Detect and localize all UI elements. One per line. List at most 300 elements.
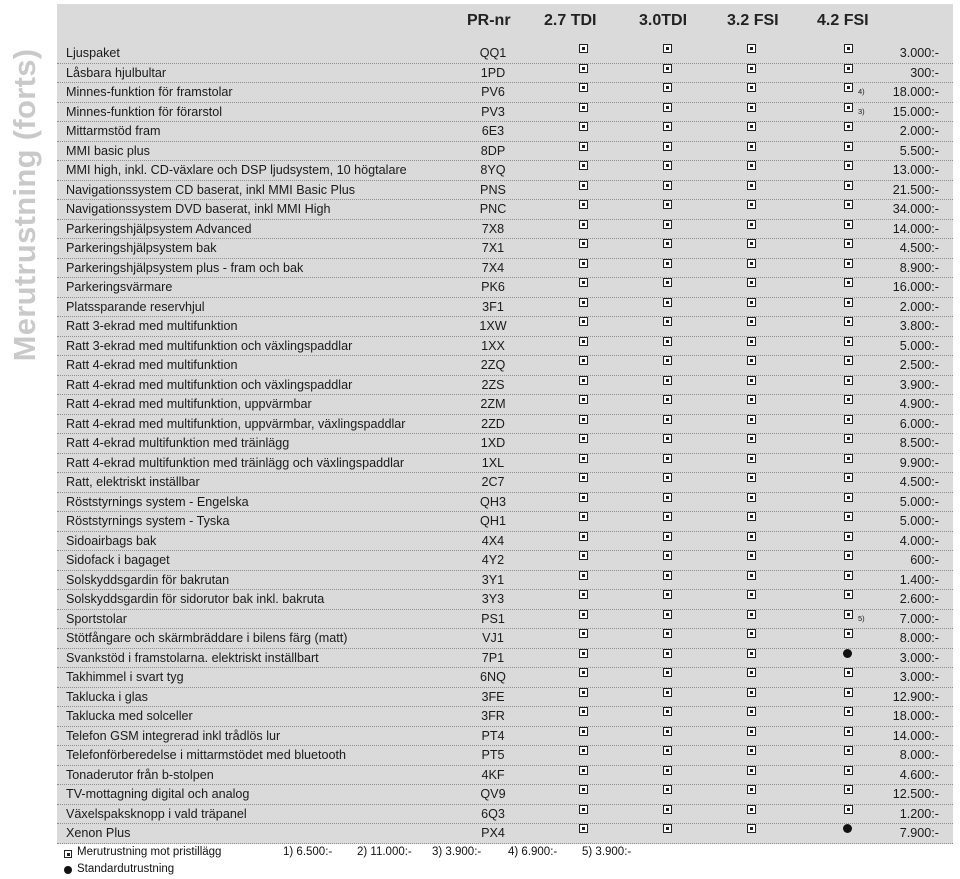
option-price: 1.400:- [899, 572, 939, 587]
option-marker-icon [747, 649, 756, 658]
option-marker-icon [844, 103, 853, 112]
option-code: PX4 [481, 826, 505, 840]
option-price: 2.500:- [899, 358, 939, 372]
table-row [57, 668, 953, 688]
option-marker-icon [747, 278, 756, 287]
option-marker-icon [579, 668, 588, 677]
option-name: MMI basic plus [66, 143, 150, 158]
table-row [57, 376, 953, 396]
option-name: Parkeringshjälpsystem plus - fram och bak [66, 260, 304, 275]
option-name: Svankstöd i framstolarna. elektriskt inställbart [66, 650, 319, 665]
option-name: Låsbara hjulbultar [66, 65, 167, 80]
option-marker-icon [579, 122, 588, 131]
option-price: 16.000:- [892, 280, 939, 294]
option-code: 2ZM [480, 397, 506, 411]
option-marker-icon [844, 785, 853, 794]
option-marker-icon [844, 766, 853, 775]
option-marker-icon [844, 200, 853, 209]
option-marker-icon [663, 532, 672, 541]
option-marker-icon [844, 707, 853, 716]
option-marker-icon [579, 415, 588, 424]
option-price: 14.000:- [892, 221, 939, 236]
table-row [57, 493, 953, 513]
option-name: Sidofack i bagaget [66, 553, 170, 567]
option-marker-icon [844, 473, 853, 482]
option-name: Ratt 4-ekrad med multifunktion, uppvärmbar, växlingspaddlar [66, 416, 406, 431]
option-marker-icon [747, 473, 756, 482]
option-marker-icon [747, 727, 756, 736]
option-marker-icon [747, 64, 756, 73]
table-row [57, 454, 953, 474]
option-name: Taklucka i glas [66, 689, 148, 704]
option-marker-icon [663, 298, 672, 307]
option-marker-icon [579, 298, 588, 307]
option-code: QH1 [480, 514, 506, 528]
option-marker-icon [844, 278, 853, 287]
option-code: 1PD [480, 65, 506, 80]
option-marker-icon [844, 688, 853, 697]
option-marker-icon [579, 337, 588, 346]
table-row [57, 220, 953, 240]
option-marker-icon [747, 454, 756, 463]
option-marker-icon [579, 239, 588, 248]
option-code: 6NQ [480, 670, 506, 684]
option-marker-icon [663, 64, 672, 73]
option-marker-icon [844, 805, 853, 814]
option-marker-icon [663, 103, 672, 112]
option-marker-icon [663, 785, 672, 794]
option-marker-icon [579, 590, 588, 599]
table-row [57, 181, 953, 201]
option-marker-icon [663, 356, 672, 365]
option-marker-icon [663, 668, 672, 677]
option-code: PV3 [481, 104, 505, 119]
option-marker-icon [663, 551, 672, 560]
option-marker-icon [579, 200, 588, 209]
option-code: PNS [480, 182, 506, 197]
option-marker-icon [747, 688, 756, 697]
option-price: 12.900:- [892, 689, 939, 704]
option-marker-icon [747, 629, 756, 638]
option-code: 1XD [480, 436, 506, 450]
option-marker-icon [747, 610, 756, 619]
option-name: Takhimmel i svart tyg [66, 670, 184, 684]
table-row [57, 395, 953, 415]
option-marker-icon [844, 376, 853, 385]
option-marker-icon [663, 649, 672, 658]
option-name: Ratt 4-ekrad multifunktion med träinlägg och växlingspaddlar [66, 455, 405, 470]
table-row [57, 122, 953, 142]
table-row [57, 239, 953, 259]
option-marker-icon [844, 44, 853, 53]
option-marker-icon [663, 200, 672, 209]
option-marker-icon [844, 415, 853, 424]
option-price: 9.900:- [899, 455, 939, 470]
option-marker-icon [747, 161, 756, 170]
option-name: Solskyddsgardin för bakrutan [66, 572, 230, 587]
option-marker-icon [663, 376, 672, 385]
option-marker-icon [844, 259, 853, 268]
option-marker-icon [844, 629, 853, 638]
option-marker-icon [579, 83, 588, 92]
table-row [57, 356, 953, 376]
option-price: 600:- [910, 553, 939, 567]
option-marker-icon [844, 239, 853, 248]
option-marker-icon [747, 512, 756, 521]
option-marker-icon [579, 181, 588, 190]
option-price: 14.000:- [892, 728, 939, 743]
option-code: 7P1 [481, 650, 505, 665]
option-marker-icon [844, 590, 853, 599]
option-name: Ratt 3-ekrad med multifunktion [66, 319, 238, 333]
option-marker-icon [663, 746, 672, 755]
price-note-1: 1) 6.500:- [283, 846, 333, 858]
option-price: 3.000:- [899, 650, 939, 665]
option-marker-icon [844, 122, 853, 131]
table-row [57, 785, 953, 805]
option-marker-icon [844, 181, 853, 190]
option-code: PS1 [481, 611, 505, 626]
option-marker-icon [747, 239, 756, 248]
table-body [57, 44, 953, 844]
option-marker-icon [747, 356, 756, 365]
option-marker-icon [663, 766, 672, 775]
option-marker-icon [844, 83, 853, 92]
option-marker-icon [747, 707, 756, 716]
option-marker-icon [747, 376, 756, 385]
table-row [57, 103, 953, 123]
legend-option-row [62, 846, 942, 862]
option-name: Platssparande reservhjul [66, 299, 205, 314]
option-marker-icon [747, 317, 756, 326]
option-marker-icon [663, 571, 672, 580]
option-marker-icon [579, 727, 588, 736]
option-marker-icon [663, 337, 672, 346]
option-marker-icon [844, 317, 853, 326]
option-marker-icon [579, 824, 588, 833]
option-marker-icon [579, 785, 588, 794]
table-row [57, 415, 953, 435]
option-marker-icon [579, 493, 588, 502]
option-price: 4.000:- [899, 533, 939, 548]
option-marker-icon [844, 298, 853, 307]
header-model-2: 3.0TDI [639, 12, 688, 29]
option-price: 2.000:- [899, 299, 939, 314]
option-marker-icon [747, 746, 756, 755]
option-marker-icon [579, 532, 588, 541]
option-price: 300:- [910, 65, 939, 80]
option-marker-icon [844, 727, 853, 736]
option-name: Ratt 4-ekrad multifunktion med träinlägg [66, 436, 290, 450]
option-marker-icon [579, 746, 588, 755]
option-code: QH3 [480, 494, 506, 509]
option-price: 18.000:- [892, 709, 939, 723]
option-marker-icon [747, 766, 756, 775]
option-name: Parkeringshjälpsystem Advanced [66, 221, 252, 236]
option-marker-icon [663, 317, 672, 326]
option-marker-icon [663, 122, 672, 131]
option-price: 5.000:- [899, 514, 939, 528]
option-marker-icon [579, 103, 588, 112]
option-price: 4.500:- [899, 241, 939, 255]
option-marker-icon [663, 395, 672, 404]
option-marker-icon [579, 317, 588, 326]
table-row [57, 610, 953, 630]
option-price: 4.600:- [899, 767, 939, 782]
option-name: Ljuspaket [66, 46, 120, 60]
option-marker-icon [663, 610, 672, 619]
option-price: 5.000:- [899, 338, 939, 353]
option-name: Taklucka med solceller [66, 709, 193, 723]
option-marker-icon [844, 532, 853, 541]
option-price: 8.500:- [899, 436, 939, 450]
option-price: 5.500:- [899, 143, 939, 158]
option-name: Navigationssystem DVD baserat, inkl MMI High [66, 202, 331, 216]
option-marker-icon [747, 103, 756, 112]
option-code: 8DP [480, 143, 506, 158]
option-marker-icon [747, 571, 756, 580]
option-marker-icon [747, 493, 756, 502]
option-code: PT5 [481, 748, 505, 762]
option-marker-icon [663, 181, 672, 190]
footnote-ref: 5) [858, 613, 865, 623]
option-code: 2ZQ [480, 358, 506, 372]
option-marker-icon [747, 337, 756, 346]
side-title [0, 0, 50, 879]
option-marker-icon [663, 629, 672, 638]
option-marker-icon [747, 259, 756, 268]
option-price: 8.000:- [899, 748, 939, 762]
option-marker-icon [747, 415, 756, 424]
option-marker-icon [844, 610, 853, 619]
table-row [57, 629, 953, 649]
price-note-2: 2) 11.000:- [357, 846, 412, 858]
option-code: 7X4 [481, 260, 505, 275]
option-price: 18.000:- [892, 85, 939, 99]
option-marker-icon [663, 220, 672, 229]
table-row [57, 688, 953, 708]
option-marker-icon [663, 805, 672, 814]
option-code: 3FE [481, 689, 505, 704]
option-code: QV9 [480, 787, 506, 801]
option-marker-icon [579, 473, 588, 482]
option-marker-icon [663, 434, 672, 443]
table-row [57, 571, 953, 591]
standard-dot-icon [843, 649, 852, 658]
option-marker-icon [663, 824, 672, 833]
option-price: 6.000:- [899, 416, 939, 431]
option-marker-icon [579, 434, 588, 443]
standard-dot-icon [64, 866, 72, 874]
option-marker-icon [663, 512, 672, 521]
table-row [57, 805, 953, 825]
option-price: 3.000:- [899, 670, 939, 684]
option-code: QQ1 [479, 46, 507, 60]
option-marker-icon [747, 122, 756, 131]
option-price: 3.800:- [899, 319, 939, 333]
option-code: 1XX [481, 338, 505, 353]
option-price: 13.000:- [892, 163, 939, 177]
option-price: 15.000:- [892, 104, 939, 119]
option-name: Navigationssystem CD baserat, inkl MMI Basic Plus [66, 182, 356, 197]
option-marker-icon [663, 415, 672, 424]
option-name: MMI high, inkl. CD-växlare och DSP ljudsystem, 10 högtalare [66, 163, 407, 177]
option-price: 34.000:- [892, 202, 939, 216]
option-marker-icon [579, 649, 588, 658]
table-row [57, 337, 953, 357]
table-row [57, 727, 953, 747]
option-code: 7X1 [481, 241, 505, 255]
option-code: PT4 [481, 728, 505, 743]
option-name: Telefon GSM integrerad inkl trådlös lur [66, 728, 281, 743]
option-name: Telefonförberedelse i mittarmstödet med bluetooth [66, 748, 347, 762]
option-code: 2C7 [481, 475, 505, 489]
table-row [57, 512, 953, 532]
footnote-ref: 3) [858, 106, 865, 116]
option-marker-icon [844, 64, 853, 73]
option-code: 2ZD [481, 416, 505, 431]
option-marker-icon [579, 142, 588, 151]
option-name: Ratt 4-ekrad med multifunktion och växlingspaddlar [66, 377, 353, 392]
option-price: 2.600:- [899, 592, 939, 606]
option-marker-icon [844, 668, 853, 677]
option-code: 2ZS [481, 377, 505, 392]
option-price: 3.900:- [899, 377, 939, 392]
option-name: Ratt 3-ekrad med multifunktion och växlingspaddlar [66, 338, 353, 353]
option-marker-icon [844, 493, 853, 502]
table-row [57, 142, 953, 162]
option-marker-icon [579, 629, 588, 638]
option-code: 3Y3 [481, 592, 505, 606]
option-code: 3F1 [482, 299, 504, 314]
option-marker-icon [747, 824, 756, 833]
option-price: 8.900:- [899, 260, 939, 275]
option-marker-icon [579, 44, 588, 53]
option-marker-icon [579, 805, 588, 814]
table-row [57, 83, 953, 103]
option-marker-icon [747, 181, 756, 190]
option-marker-icon [579, 278, 588, 287]
option-code: PNC [479, 202, 507, 216]
option-marker-icon [579, 688, 588, 697]
option-code: 8YQ [480, 163, 506, 177]
table-row [57, 766, 953, 786]
option-code: 1XW [479, 319, 507, 333]
table-row [57, 649, 953, 669]
option-marker-icon [747, 200, 756, 209]
option-marker-icon [844, 220, 853, 229]
option-marker-icon [579, 356, 588, 365]
option-marker-icon [579, 395, 588, 404]
legend-option-label: Merutrustning mot pristillägg [77, 846, 222, 858]
option-marker-icon [747, 83, 756, 92]
option-code: PK6 [481, 280, 505, 294]
option-marker-icon [844, 746, 853, 755]
side-title-text: Merutrustning (forts) [7, 48, 42, 362]
option-name: Minnes-funktion för framstolar [66, 85, 233, 99]
table-row [57, 532, 953, 552]
option-marker-icon [579, 454, 588, 463]
option-marker-icon [579, 512, 588, 521]
price-note-5: 5) 3.900:- [582, 846, 632, 858]
table-row [57, 824, 953, 844]
header-model-4: 4.2 FSI [817, 12, 869, 29]
option-marker-icon [747, 434, 756, 443]
option-name: TV-mottagning digital och analog [66, 787, 250, 801]
option-marker-icon [844, 434, 853, 443]
table-header [57, 4, 953, 42]
option-marker-icon [663, 161, 672, 170]
option-marker-icon [844, 356, 853, 365]
option-marker-icon [663, 688, 672, 697]
option-marker-icon [579, 707, 588, 716]
option-marker-icon [579, 376, 588, 385]
option-marker-icon [747, 532, 756, 541]
header-code: PR-nr [467, 12, 511, 29]
option-price: 1.200:- [899, 806, 939, 821]
option-marker-icon [663, 259, 672, 268]
price-table [57, 4, 953, 844]
option-price: 4.500:- [899, 475, 939, 489]
option-name: Ratt 4-ekrad med multifunktion [66, 358, 238, 372]
option-code: 1XL [481, 455, 505, 470]
table-row [57, 434, 953, 454]
option-name: Mittarmstöd fram [66, 124, 161, 138]
option-name: Ratt, elektriskt inställbar [66, 475, 200, 489]
option-name: Stötfångare och skärmbräddare i bilens färg (matt) [66, 631, 348, 645]
option-marker-icon [663, 454, 672, 463]
option-marker-icon [579, 610, 588, 619]
table-row [57, 317, 953, 337]
option-price: 2.000:- [899, 124, 939, 138]
option-marker-icon [663, 278, 672, 287]
table-row [57, 44, 953, 64]
option-marker-icon [579, 766, 588, 775]
option-name: Röststyrnings system - Engelska [66, 494, 249, 509]
option-marker-icon [579, 551, 588, 560]
option-marker-icon [844, 337, 853, 346]
option-marker-icon [747, 220, 756, 229]
option-name: Tonaderutor från b-stolpen [66, 767, 214, 782]
option-marker-icon [844, 142, 853, 151]
header-model-3: 3.2 FSI [727, 12, 779, 29]
option-price: 5.000:- [899, 494, 939, 509]
option-marker-icon [579, 220, 588, 229]
option-marker-icon [663, 473, 672, 482]
option-marker-icon [747, 590, 756, 599]
option-code: PV6 [481, 85, 505, 99]
option-marker-icon [663, 727, 672, 736]
option-code: 3Y1 [481, 572, 505, 587]
option-marker-icon [663, 142, 672, 151]
price-note-4: 4) 6.900:- [508, 846, 558, 858]
table-row [57, 259, 953, 279]
table-row [57, 746, 953, 766]
option-price: 3.000:- [899, 46, 939, 60]
option-marker-icon [844, 512, 853, 521]
table-row [57, 200, 953, 220]
header-model-1: 2.7 TDI [544, 12, 597, 29]
table-row [57, 707, 953, 727]
table-row [57, 473, 953, 493]
option-price: 21.500:- [892, 182, 939, 197]
option-price: 4.900:- [899, 397, 939, 411]
footnote-ref: 4) [858, 87, 865, 96]
option-marker-icon [844, 454, 853, 463]
option-name: Parkeringsvärmare [66, 280, 173, 294]
option-name: Växelspaksknopp i vald träpanel [66, 806, 247, 821]
price-note-3: 3) 3.900:- [432, 846, 482, 858]
